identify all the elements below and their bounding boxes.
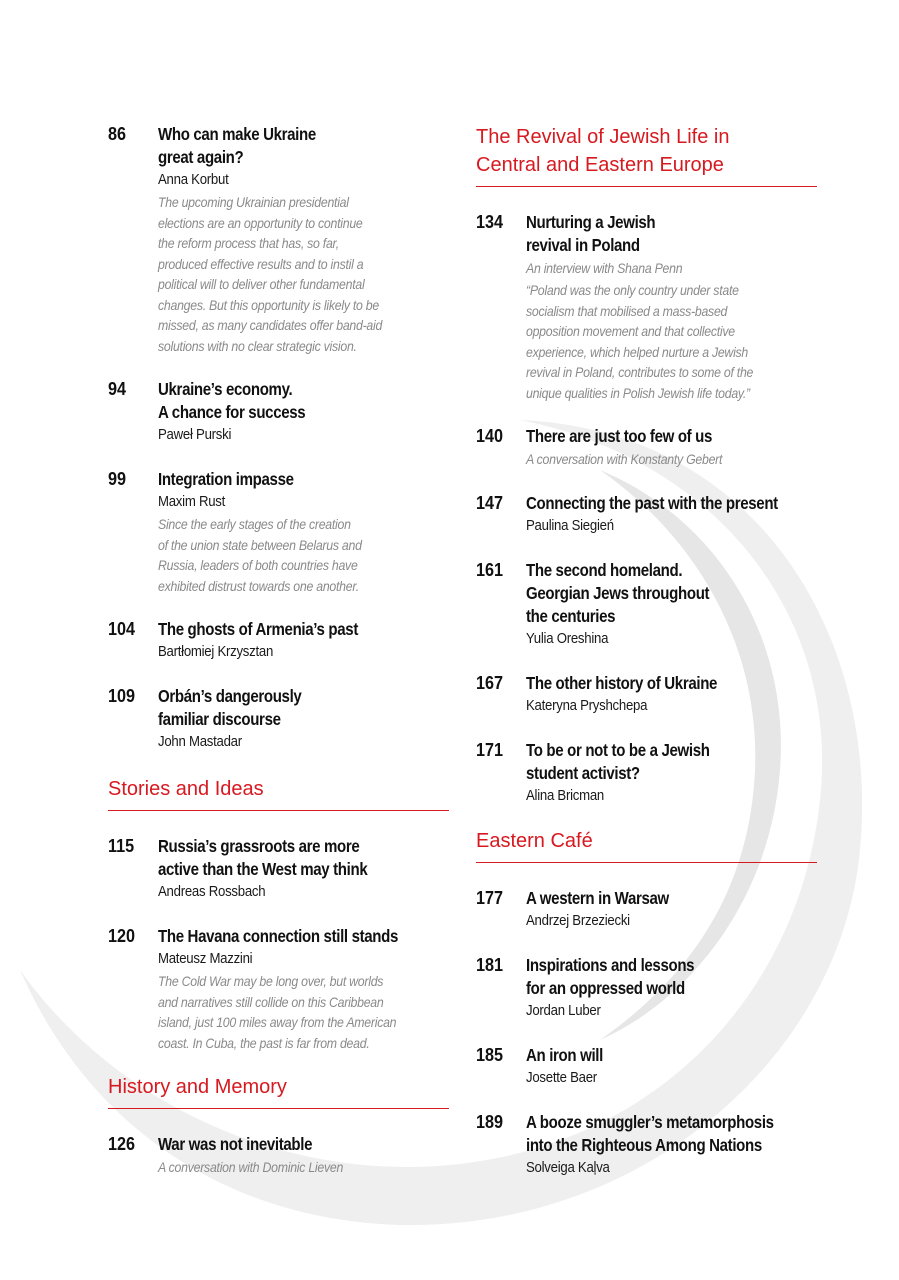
article-title: An iron will bbox=[526, 1045, 603, 1065]
entry-body bbox=[526, 954, 817, 1022]
article-title: Who can make Ukraine great again? bbox=[158, 124, 316, 167]
article-title: The Havana connection still stands bbox=[158, 926, 399, 946]
article-title: A western in Warsaw bbox=[526, 888, 669, 908]
toc-group-history bbox=[108, 1133, 449, 1178]
page-number: 167 bbox=[476, 673, 504, 693]
article-author: Paulina Siegień bbox=[526, 517, 614, 534]
article-title: Inspirations and lessons for an oppressed world bbox=[526, 955, 695, 998]
toc-entry[interactable] bbox=[108, 685, 449, 753]
toc-entry[interactable] bbox=[476, 954, 817, 1022]
article-description: “Poland was the only country under state socialism that mobilised a mass-based opposition movement and that collective experience, which helped nurture a Jewish revival in Poland, contributes to some of the unique qualities in Polish Jewish life today.” bbox=[526, 282, 754, 401]
page-number: 177 bbox=[476, 888, 504, 908]
entry-body bbox=[526, 739, 817, 807]
entry-body bbox=[526, 425, 817, 470]
article-title: Integration impasse bbox=[158, 469, 294, 489]
page-number: 185 bbox=[476, 1045, 504, 1065]
toc-entry[interactable] bbox=[108, 835, 449, 903]
toc-entry[interactable] bbox=[108, 468, 449, 596]
entry-body bbox=[158, 835, 449, 903]
article-author: Andreas Rossbach bbox=[158, 883, 266, 900]
entry-body bbox=[526, 559, 817, 650]
article-title: Ukraine’s economy. A chance for success bbox=[158, 379, 306, 422]
toc-group-revival bbox=[476, 211, 817, 807]
entry-body bbox=[526, 492, 817, 537]
article-description: The upcoming Ukrainian presidential elections are an opportunity to continue the reform process that has, so far, produced effective results and to instil a political will to deliver other fundamental changes. But this opportunity is likely to be missed, as many candidates offer band-aid solutions with no clear strategic vision. bbox=[158, 194, 383, 354]
entry-body bbox=[158, 123, 449, 356]
article-title: The other history of Ukraine bbox=[526, 673, 718, 693]
entry-body bbox=[526, 672, 817, 717]
page-number: 94 bbox=[108, 379, 127, 399]
toc-entry[interactable] bbox=[476, 672, 817, 717]
toc-entry[interactable] bbox=[476, 425, 817, 470]
article-author: Kateryna Pryshchepa bbox=[526, 697, 648, 714]
article-title: To be or not to be a Jewish student activist? bbox=[526, 740, 710, 783]
toc-entry[interactable] bbox=[108, 378, 449, 446]
toc-entry[interactable] bbox=[108, 123, 449, 356]
page-number: 86 bbox=[108, 124, 127, 144]
section-heading-history-and-memory: History and Memory bbox=[108, 1073, 449, 1109]
section-heading-jewish-revival: The Revival of Jewish Life in Central and Eastern Europe bbox=[476, 123, 817, 187]
toc-entry[interactable] bbox=[476, 559, 817, 650]
entry-body bbox=[158, 925, 449, 1053]
toc-entry[interactable] bbox=[108, 925, 449, 1053]
toc-entry[interactable] bbox=[476, 887, 817, 932]
toc-entry[interactable] bbox=[476, 211, 817, 403]
article-title: A booze smuggler’s metamorphosis into the Righteous Among Nations bbox=[526, 1112, 774, 1155]
page-number: 147 bbox=[476, 493, 504, 513]
article-title: There are just too few of us bbox=[526, 426, 713, 446]
article-author: Yulia Oreshina bbox=[526, 630, 609, 647]
article-author: Paweł Purski bbox=[158, 426, 232, 443]
article-title: Orbán’s dangerously familiar discourse bbox=[158, 686, 302, 729]
article-author: Josette Baer bbox=[526, 1069, 597, 1086]
section-heading-eastern-cafe: Eastern Café bbox=[476, 827, 817, 863]
page-number: 140 bbox=[476, 426, 504, 446]
page-number: 189 bbox=[476, 1112, 504, 1132]
entry-body bbox=[526, 211, 817, 403]
section-heading-stories-and-ideas: Stories and Ideas bbox=[108, 775, 449, 811]
article-author: John Mastadar bbox=[158, 733, 242, 750]
toc-entry[interactable] bbox=[108, 1133, 449, 1178]
article-subtitle: A conversation with Konstanty Gebert bbox=[526, 451, 723, 467]
page-number: 120 bbox=[108, 926, 136, 946]
entry-body bbox=[158, 1133, 449, 1178]
toc-entry[interactable] bbox=[476, 492, 817, 537]
article-title: War was not inevitable bbox=[158, 1134, 313, 1154]
article-author: Bartłomiej Krzysztan bbox=[158, 643, 274, 660]
page-number: 99 bbox=[108, 469, 127, 489]
article-author: Jordan Luber bbox=[526, 1002, 601, 1019]
article-description: Since the early stages of the creation of the union state between Belarus and Russia, leaders of both countries have exhibited distrust towards one another. bbox=[158, 516, 362, 594]
entry-body bbox=[158, 618, 449, 663]
article-author: Anna Korbut bbox=[158, 171, 229, 188]
toc-group-main bbox=[108, 123, 449, 753]
entry-body bbox=[158, 378, 449, 446]
toc-entry[interactable] bbox=[476, 1111, 817, 1179]
article-title: The second homeland. Georgian Jews throughout the centuries bbox=[526, 560, 710, 626]
entry-body bbox=[526, 1044, 817, 1089]
toc-entry[interactable] bbox=[108, 618, 449, 663]
article-title: Russia’s grassroots are more active than the West may think bbox=[158, 836, 368, 879]
article-title: Nurturing a Jewish revival in Poland bbox=[526, 212, 656, 255]
entry-body bbox=[526, 1111, 817, 1179]
toc-group-cafe bbox=[476, 887, 817, 1179]
toc-entry[interactable] bbox=[476, 1044, 817, 1089]
toc-entry[interactable] bbox=[476, 739, 817, 807]
page-number: 134 bbox=[476, 212, 504, 232]
article-author: Mateusz Mazzini bbox=[158, 950, 253, 967]
article-title: The ghosts of Armenia’s past bbox=[158, 619, 358, 639]
article-subtitle: An interview with Shana Penn bbox=[526, 260, 683, 276]
entry-body bbox=[526, 887, 817, 932]
article-title: Connecting the past with the present bbox=[526, 493, 778, 513]
article-author: Maxim Rust bbox=[158, 493, 226, 510]
entry-body bbox=[158, 685, 449, 753]
page-number: 115 bbox=[108, 836, 135, 856]
article-author: Andrzej Brzeziecki bbox=[526, 912, 630, 929]
page-number: 181 bbox=[476, 955, 504, 975]
toc-group-stories bbox=[108, 835, 449, 1053]
article-author: Alina Bricman bbox=[526, 787, 605, 804]
page-number: 109 bbox=[108, 686, 136, 706]
article-author: Solveiga Kaļva bbox=[526, 1159, 610, 1176]
article-subtitle: A conversation with Dominic Lieven bbox=[158, 1159, 344, 1175]
entry-body bbox=[158, 468, 449, 596]
article-description: The Cold War may be long over, but worlds and narratives still collide on this Caribbean island, just 100 miles away from the American coast. In Cuba, the past is far from dead. bbox=[158, 973, 397, 1051]
toc-left-column bbox=[108, 123, 449, 1200]
page-number: 104 bbox=[108, 619, 136, 639]
page-number: 161 bbox=[476, 560, 504, 580]
toc-right-column bbox=[476, 123, 817, 1201]
page-number: 126 bbox=[108, 1134, 136, 1154]
page-number: 171 bbox=[476, 740, 504, 760]
